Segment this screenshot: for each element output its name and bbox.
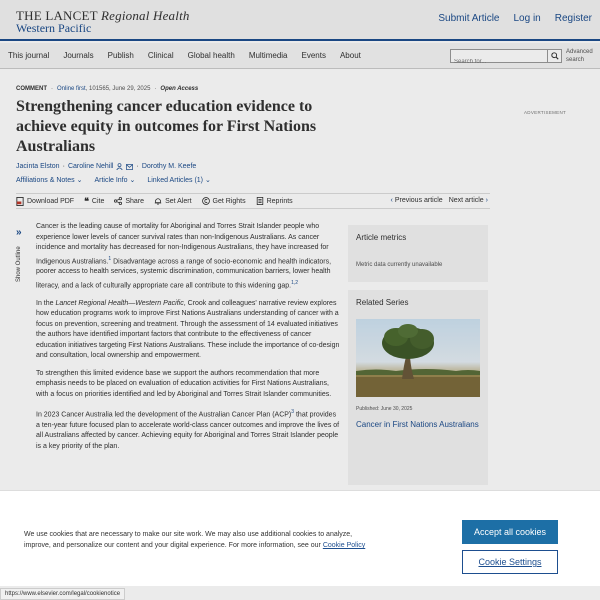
nav-about[interactable]: About bbox=[339, 51, 361, 60]
account-links bbox=[438, 13, 592, 24]
cookie-banner bbox=[0, 490, 600, 586]
document-icon bbox=[256, 197, 264, 205]
author-link[interactable]: Caroline Nehill bbox=[67, 163, 114, 170]
status-bar-url: https://www.elsevier.com/legal/cookienotice bbox=[0, 588, 125, 600]
paragraph-text: Cancer is the leading cause of mortality for Aboriginal and Torres Strait Islander people who experience lower levels of cancer survival rates than non-Indigenous Australians. As cancer incidence and mortality has decreased for non-Indigenous Australians, they have increased for Indigenous Australians. bbox=[36, 223, 329, 265]
article-pager bbox=[391, 197, 488, 204]
search-box bbox=[450, 49, 562, 63]
share-label: Share bbox=[125, 197, 145, 205]
logo-subtitle: Western Pacific bbox=[16, 21, 92, 35]
email-icon[interactable] bbox=[126, 164, 133, 170]
article-info-links bbox=[16, 176, 490, 184]
paragraph-text: In 2023 Cancer Australia led the development of the Australian Cancer Plan (ACP) bbox=[36, 411, 292, 419]
advertisement-label: ADVERTISEMENT bbox=[524, 110, 567, 115]
accept-all-cookies-button[interactable]: Accept all cookies bbox=[462, 520, 558, 544]
nav-publish[interactable]: Publish bbox=[107, 51, 134, 60]
search-button[interactable] bbox=[547, 50, 561, 62]
article-type: COMMENT bbox=[16, 86, 47, 92]
reprints-label: Reprints bbox=[266, 197, 293, 205]
cookie-message: We use cookies that are necessary to make our site work. We may also use additional cookies to analyze, improve, and personalize our content and your digital experience. For more information, see our bbox=[24, 531, 353, 549]
chevron-down-icon: ⌄ bbox=[204, 177, 211, 184]
citation-link[interactable]: 3 bbox=[291, 409, 295, 416]
cookie-text bbox=[24, 529, 376, 551]
journal-name: Lancet Regional Health—Western Pacific bbox=[55, 299, 184, 307]
download-pdf-label: Download PDF bbox=[27, 197, 75, 205]
paragraph-text: , Crook and colleagues' narrative review explores how education programs work to improve First Nations Australians understanding of cancer with a focus on prevention, screening and treatment. Through the assessment of 14 evaluated initiatives the authors have identified important factors that contribute to the effectiveness of cancer education initiatives targeting First Nations Australians. These include the importance of co-design and consultation, local ownership and empowerment. bbox=[36, 299, 340, 360]
article-meta bbox=[16, 86, 490, 92]
logo-regional-health-text: Regional Health bbox=[101, 8, 190, 23]
cite-button[interactable] bbox=[84, 196, 104, 207]
article-title: Strengthening cancer education evidence to achieve equity in outcomes for First Nations Australians bbox=[16, 98, 317, 155]
share-icon bbox=[114, 197, 122, 205]
body-paragraph bbox=[36, 407, 340, 452]
linked-articles-toggle[interactable] bbox=[147, 176, 210, 184]
chevron-down-icon: ⌄ bbox=[129, 177, 136, 184]
article-header bbox=[16, 86, 490, 184]
article-metrics-panel bbox=[348, 225, 488, 282]
citation-link[interactable]: 1,2 bbox=[291, 279, 299, 286]
nav-multimedia[interactable]: Multimedia bbox=[248, 51, 288, 60]
metrics-title: Article metrics bbox=[356, 233, 407, 242]
show-outline-label: Show Outline bbox=[16, 246, 22, 282]
related-series-image[interactable] bbox=[356, 319, 480, 397]
online-first-link[interactable]: Online first bbox=[57, 86, 86, 92]
affiliations-label: Affiliations & Notes bbox=[16, 177, 75, 184]
nav-events[interactable]: Events bbox=[301, 51, 326, 60]
paragraph-text: In the bbox=[36, 299, 56, 307]
article-ref: , 101565, June 29, 2025 bbox=[85, 86, 151, 92]
paragraph-text: that provides a ten-year future focused plan to accelerate world-class cancer outcomes and improve the lives of all Australians affected by cancer. Achieving equity for Aboriginal and Torres Strait Islander people is a key priority of the plan. bbox=[36, 411, 340, 450]
citation-link[interactable]: 1 bbox=[108, 255, 112, 262]
double-chevron-right-icon: » bbox=[16, 227, 22, 238]
affiliations-notes-toggle[interactable] bbox=[16, 176, 82, 184]
log-in-link[interactable]: Log in bbox=[513, 13, 541, 24]
cite-label: Cite bbox=[91, 197, 105, 205]
related-series-link[interactable]: Cancer in First Nations Australians bbox=[356, 420, 479, 429]
cookie-settings-button[interactable]: Cookie Settings bbox=[462, 550, 558, 574]
body-paragraph: To strengthen this limited evidence base we support the authors recommendation that more emphasis needs to be placed on evaluation of education activities for First Nations Australians, with a focus on priorities identified and led by Aboriginal and Torres Strait Islander communities. bbox=[36, 369, 332, 398]
article-info-toggle[interactable] bbox=[94, 176, 135, 184]
quote-icon: ❝ bbox=[84, 195, 89, 206]
chevron-left-icon: ‹ bbox=[390, 197, 393, 204]
get-rights-label: Get Rights bbox=[212, 197, 246, 205]
related-published-date: Published: June 30, 2025 bbox=[356, 406, 413, 412]
share-button[interactable] bbox=[114, 197, 144, 205]
set-alert-button[interactable] bbox=[154, 197, 191, 205]
linked-articles-label: Linked Articles (1) bbox=[147, 177, 203, 184]
advanced-search-line1: Advanced bbox=[566, 49, 593, 55]
download-pdf-button[interactable] bbox=[16, 197, 74, 206]
previous-article-link[interactable] bbox=[391, 197, 443, 204]
search-icon bbox=[551, 52, 559, 60]
get-rights-button[interactable] bbox=[202, 197, 246, 205]
pdf-icon bbox=[16, 197, 24, 206]
meta-separator: · bbox=[51, 86, 53, 92]
chevron-right-icon: › bbox=[485, 197, 488, 204]
bell-icon bbox=[154, 197, 162, 205]
person-icon[interactable] bbox=[116, 163, 123, 170]
author-list bbox=[16, 163, 490, 170]
next-article-label: Next article bbox=[448, 197, 484, 204]
advanced-search-line2: search bbox=[566, 57, 585, 63]
advanced-search-link[interactable] bbox=[566, 48, 593, 64]
site-header bbox=[0, 0, 600, 41]
author-separator: · bbox=[62, 163, 65, 170]
copyright-icon bbox=[202, 197, 210, 205]
chevron-down-icon: ⌄ bbox=[76, 177, 83, 184]
author-separator: · bbox=[136, 163, 139, 170]
previous-article-label: Previous article bbox=[394, 197, 443, 204]
body-paragraph bbox=[36, 299, 340, 362]
author-link[interactable]: Jacinta Elston bbox=[16, 163, 60, 170]
open-access-badge: Open Access bbox=[160, 86, 199, 92]
metrics-text: Metric data currently unavailable bbox=[356, 262, 443, 268]
search-input[interactable] bbox=[451, 56, 543, 68]
logo-lancet-text: THE LANCET bbox=[16, 8, 98, 23]
article-toolbar bbox=[16, 193, 490, 209]
cookie-policy-link[interactable]: Cookie Policy bbox=[322, 542, 366, 549]
next-article-link[interactable] bbox=[449, 197, 488, 204]
article-info-label: Article Info bbox=[94, 177, 128, 184]
related-series-title: Related Series bbox=[356, 298, 409, 307]
sidebar bbox=[348, 225, 488, 485]
tree-landscape-image bbox=[356, 319, 480, 397]
related-series-panel bbox=[348, 290, 488, 485]
register-link[interactable]: Register bbox=[554, 13, 592, 24]
set-alert-label: Set Alert bbox=[165, 197, 192, 205]
body-paragraph bbox=[36, 222, 340, 292]
author-link[interactable]: Dorothy M. Keefe bbox=[141, 163, 197, 170]
article-body bbox=[36, 222, 340, 459]
meta-separator: · bbox=[154, 86, 157, 92]
nav-journals[interactable]: Journals bbox=[63, 51, 94, 60]
paragraph-text: Disadvantage across a range of socio-economic and health indicators, poorer access to health services, systemic discrimination, communication barriers, lower health literacy, and a lack of culturally appropriate care all contribute to this widening gap. bbox=[36, 257, 332, 290]
nav-clinical[interactable]: Clinical bbox=[147, 51, 174, 60]
reprints-button[interactable] bbox=[256, 197, 293, 205]
nav-this-journal[interactable]: This journal bbox=[8, 51, 50, 60]
submit-article-link[interactable]: Submit Article bbox=[438, 13, 500, 24]
nav-global-health[interactable]: Global health bbox=[187, 51, 235, 60]
